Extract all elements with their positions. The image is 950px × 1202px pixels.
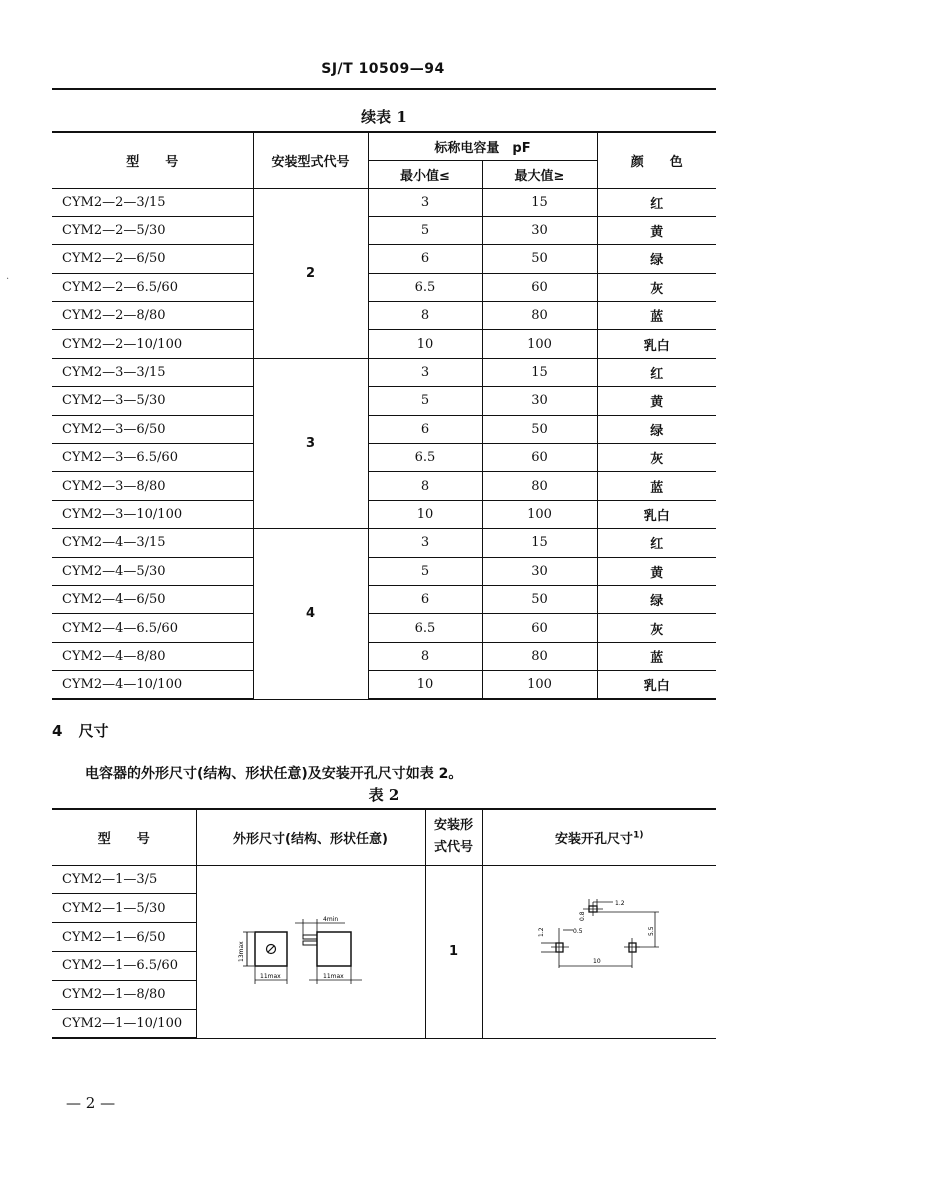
hole-label-d: 0.5 (572, 927, 583, 935)
header-rule (52, 88, 716, 90)
outline-drawing-cell (196, 865, 425, 1038)
model-cell: CYM2—2—6/50 (52, 245, 253, 273)
hole-label-a: 1.2 (614, 899, 625, 907)
model-cell: CYM2—4—3/15 (52, 529, 253, 557)
header-mount-code-line1: 安装形 (433, 818, 473, 834)
max-value-cell: 60 (482, 614, 597, 642)
min-value-cell: 10 (368, 500, 482, 528)
table-row (52, 387, 716, 415)
min-value-cell: 8 (368, 642, 482, 670)
min-value-cell: 6 (368, 415, 482, 443)
min-value-cell: 8 (368, 472, 482, 500)
min-value-cell: 5 (368, 387, 482, 415)
model-cell: CYM2—1—3/5 (52, 865, 196, 894)
max-value-cell: 60 (482, 273, 597, 301)
table-row (52, 557, 716, 585)
width1-label: 11max (259, 972, 281, 980)
model-cell: CYM2—2—3/15 (52, 188, 253, 216)
color-cell: 灰 (597, 273, 716, 301)
color-cell: 绿 (597, 245, 716, 273)
capacitor-side-view (317, 932, 351, 966)
table-row (52, 302, 716, 330)
table-row (52, 500, 716, 528)
min-value-cell: 6.5 (368, 273, 482, 301)
width2-label: 11max (322, 972, 344, 980)
table-row (52, 358, 716, 386)
section-paragraph: 电容器的外形尺寸(结构、形状任意)及安装开孔尺寸如表 2。 (85, 766, 463, 782)
model-cell: CYM2—4—5/30 (52, 557, 253, 585)
model-cell: CYM2—1—10/100 (52, 1009, 196, 1038)
min-value-cell: 10 (368, 671, 482, 699)
color-cell: 灰 (597, 444, 716, 472)
model-cell: CYM2—2—10/100 (52, 330, 253, 358)
model-cell: CYM2—3—6.5/60 (52, 444, 253, 472)
color-cell: 乳白 (597, 671, 716, 699)
model-cell: CYM2—4—10/100 (52, 671, 253, 699)
hole-label-b: 0.8 (578, 910, 586, 921)
model-cell: CYM2—3—5/30 (52, 387, 253, 415)
hole-label-f: 10 (592, 957, 601, 965)
section-heading (52, 720, 124, 741)
color-cell: 黄 (597, 387, 716, 415)
height-label: 13max (237, 940, 245, 962)
header-model: 型 号 (52, 809, 196, 865)
table-row (52, 188, 716, 216)
section-number: 4 (52, 722, 63, 740)
model-cell: CYM2—4—8/80 (52, 642, 253, 670)
min-value-cell: 6.5 (368, 614, 482, 642)
margin-mark: . (6, 271, 10, 282)
max-value-cell: 30 (482, 557, 597, 585)
min-value-cell: 10 (368, 330, 482, 358)
table-row (52, 444, 716, 472)
max-value-cell: 30 (482, 216, 597, 244)
color-cell: 红 (597, 358, 716, 386)
model-cell: CYM2—1—8/80 (52, 980, 196, 1009)
max-value-cell: 80 (482, 472, 597, 500)
model-cell: CYM2—4—6.5/60 (52, 614, 253, 642)
min-value-cell: 6 (368, 585, 482, 613)
max-value-cell: 50 (482, 245, 597, 273)
max-value-cell: 80 (482, 302, 597, 330)
table1-caption: 续表 1 (361, 108, 407, 126)
min-value-cell: 6.5 (368, 444, 482, 472)
color-cell: 绿 (597, 585, 716, 613)
dimension-table (52, 808, 716, 1039)
max-value-cell: 50 (482, 585, 597, 613)
max-value-cell: 50 (482, 415, 597, 443)
model-cell: CYM2—2—8/80 (52, 302, 253, 330)
min-value-cell: 6 (368, 245, 482, 273)
header-mount-code (425, 809, 482, 865)
table-row (52, 415, 716, 443)
color-cell: 乳白 (597, 330, 716, 358)
model-cell: CYM2—3—8/80 (52, 472, 253, 500)
color-cell: 绿 (597, 415, 716, 443)
color-cell: 蓝 (597, 302, 716, 330)
table-row (52, 472, 716, 500)
header-model: 型 号 (52, 132, 253, 188)
standard-code: SJ/T 10509—94 (321, 61, 445, 77)
outline-drawing (197, 866, 426, 1034)
header-hole-label: 安装开孔尺寸 (555, 831, 634, 847)
model-cell: CYM2—4—6/50 (52, 585, 253, 613)
hole-label-e: 5.5 (647, 925, 655, 936)
header-min: 最小值≤ (368, 160, 482, 188)
color-cell: 红 (597, 188, 716, 216)
max-value-cell: 15 (482, 358, 597, 386)
table-row (52, 642, 716, 670)
min-value-cell: 5 (368, 216, 482, 244)
header-mount-code-line2: 式代号 (433, 840, 473, 856)
max-value-cell: 15 (482, 188, 597, 216)
hole-label-c: 1.2 (537, 926, 545, 937)
max-value-cell: 15 (482, 529, 597, 557)
table-row (52, 614, 716, 642)
mount-code-cell: 3 (253, 358, 368, 528)
model-cell: CYM2—2—6.5/60 (52, 273, 253, 301)
mount-code-cell: 1 (425, 865, 482, 1038)
color-cell: 乳白 (597, 500, 716, 528)
capacitance-table (52, 131, 716, 700)
table-row (52, 529, 716, 557)
min-value-cell: 3 (368, 188, 482, 216)
header-hole-footnote: 1) (633, 830, 644, 841)
mount-code-cell: 2 (253, 188, 368, 358)
model-cell: CYM2—1—6.5/60 (52, 951, 196, 980)
model-cell: CYM2—3—3/15 (52, 358, 253, 386)
table-row (52, 330, 716, 358)
min-value-cell: 3 (368, 358, 482, 386)
max-value-cell: 100 (482, 500, 597, 528)
mount-hole-left (556, 943, 563, 952)
header-max: 最大值≥ (482, 160, 597, 188)
table-row (52, 216, 716, 244)
table-row (52, 245, 716, 273)
page-number: — 2 — (66, 1094, 116, 1112)
max-value-cell: 100 (482, 330, 597, 358)
pin-length-label: 4min (322, 915, 338, 923)
model-cell: CYM2—2—5/30 (52, 216, 253, 244)
table-row (52, 273, 716, 301)
hole-drawing (483, 866, 717, 1034)
model-cell: CYM2—3—10/100 (52, 500, 253, 528)
header-hole (482, 809, 716, 865)
color-cell: 灰 (597, 614, 716, 642)
table-row (52, 865, 716, 894)
min-value-cell: 3 (368, 529, 482, 557)
max-value-cell: 30 (482, 387, 597, 415)
header-capacitance: 标称电容量 pF (368, 132, 597, 160)
mount-hole-right (629, 943, 636, 952)
model-cell: CYM2—3—6/50 (52, 415, 253, 443)
color-cell: 红 (597, 529, 716, 557)
section-title: 尺寸 (78, 722, 109, 740)
hole-drawing-cell (482, 865, 716, 1038)
max-value-cell: 100 (482, 671, 597, 699)
max-value-cell: 60 (482, 444, 597, 472)
model-cell: CYM2—1—6/50 (52, 923, 196, 952)
table2-caption: 表 2 (368, 786, 400, 804)
table-row (52, 585, 716, 613)
header-mount-code: 安装型式代号 (253, 132, 368, 188)
color-cell: 蓝 (597, 642, 716, 670)
header-outline: 外形尺寸(结构、形状任意) (196, 809, 425, 865)
table-row (52, 671, 716, 699)
min-value-cell: 8 (368, 302, 482, 330)
model-cell: CYM2—1—5/30 (52, 894, 196, 923)
mount-code-cell: 4 (253, 529, 368, 699)
color-cell: 黄 (597, 557, 716, 585)
header-color: 颜 色 (597, 132, 716, 188)
color-cell: 黄 (597, 216, 716, 244)
min-value-cell: 5 (368, 557, 482, 585)
max-value-cell: 80 (482, 642, 597, 670)
color-cell: 蓝 (597, 472, 716, 500)
